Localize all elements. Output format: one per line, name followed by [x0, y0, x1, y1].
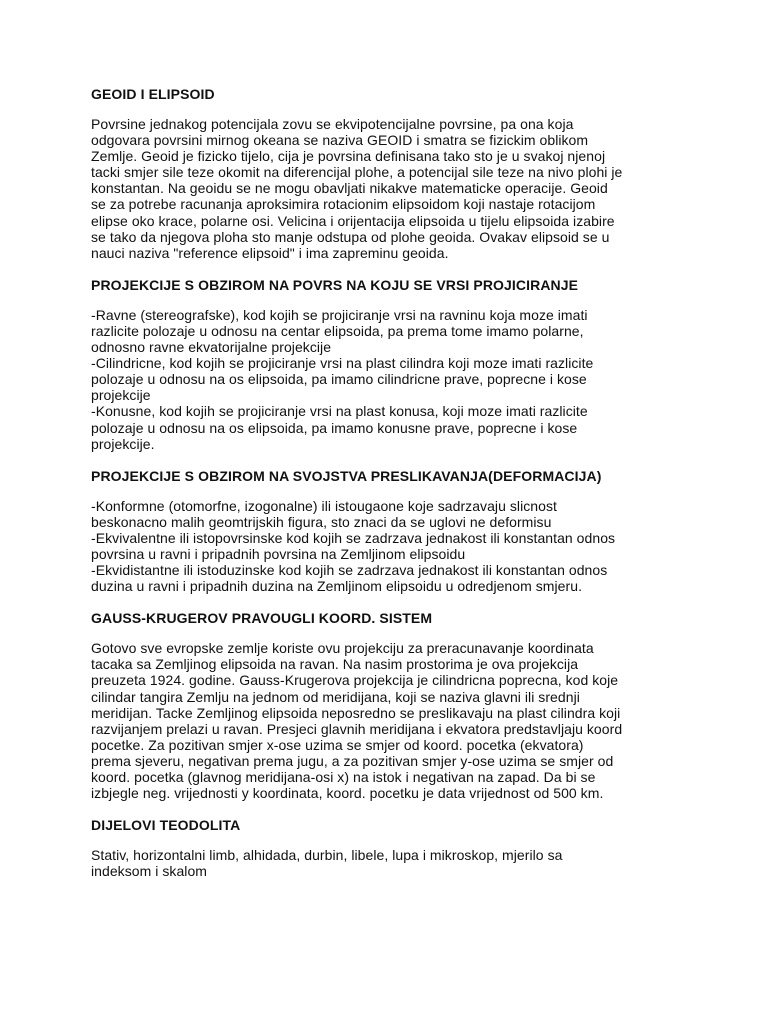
text-line: odgovara povrsini mirnog okeana se naziva GEOID i smatra se fizickim oblikom — [91, 132, 589, 149]
text-line: prema sjeveru, negativan prema jugu, a za pozitivan smjer y-ose uzima se smjer od — [91, 752, 614, 769]
text-line: cilindar tangira Zemlju na jednom od meridijana, koji se naziva glavni ili srednji — [91, 688, 580, 705]
text-line: projekcije. — [91, 435, 155, 452]
text-line: tacaka sa Zemljinog elipsoida na ravan. Na nasim prostorima je ova projekcija — [91, 656, 579, 673]
section-title: PROJEKCIJE S OBZIROM NA SVOJSTVA PRESLIKAVANJA(DEFORMACIJA) — [91, 467, 602, 484]
text-line: razvijanjem prelazi u ravan. Presjeci glavnih meridijana i ekvatora predstavljaju koord — [91, 720, 623, 737]
text-line: se za potrebe racunanja aproksimira rotacionim elipsoidom koji nastaje rotacijom — [91, 196, 596, 213]
text-line: -Ekvivalentne ili istopovrsinske kod kojih se zadrzava jednakost ili konstantan odnos — [91, 529, 616, 546]
text-line: duzina u ravni i pripadnih duzina na Zemljinom elipsoidu u odredjenom smjeru. — [91, 578, 583, 595]
text-line: povrsina u ravni i pripadnih povrsina na Zemljinom elipsoidu — [91, 545, 466, 562]
text-line: -Ekvidistantne ili istoduzinske kod kojih se zadrzava jednakost ili konstantan odnos — [91, 562, 608, 579]
text-line: -Konformne (otomorfne, izogonalne) ili istougaone koje sadrzavaju slicnost — [91, 497, 557, 514]
text-line: pocetke. Za pozitivan smjer x-ose uzima se smjer od koord. pocetka (ekvatora) — [91, 736, 584, 753]
text-line: koord. pocetka (glavnog meridijana-osi x) na istok i negativan na zapad. Da bi se — [91, 769, 596, 785]
text-line: projekcije — [91, 387, 151, 404]
text-line: -Cilindricne, kod kojih se projiciranje vrsi na plast cilindra koji moze imati razlicite — [91, 355, 594, 372]
text-line: polozaje u odnosu na os elipsoida, pa imamo konusne prave, poprecne i kose — [91, 419, 578, 436]
section-title: GEOID I ELIPSOID — [91, 86, 215, 102]
text-line: izbjegle neg. vrijednosti y koordinata, koord. pocetku je data vrijednost od 500 km. — [91, 785, 604, 802]
section-title: GAUSS-KRUGEROV PRAVOUGLI KOORD. SISTEM — [91, 610, 433, 627]
text-line: odnosno ravne ekvatorijalne projekcije — [91, 339, 332, 356]
section-projekcije-povrs — [91, 277, 681, 452]
text-line: -Ravne (stereografske), kod kojih se projiciranje vrsi na ravninu koja moze imati — [91, 306, 588, 323]
section-title: DIJELOVI TEODOLITA — [91, 817, 241, 834]
text-line: Zemlje. Geoid je fizicko tijelo, cija je povrsina definisana tako sto je u svakoj njenoj — [91, 148, 606, 165]
text-line: polozaje u odnosu na os elipsoida, pa imamo cilindricne prave, poprecne i kose — [91, 371, 587, 388]
section-projekcije-deformacija — [91, 468, 681, 595]
section-gauss-kruger — [91, 610, 681, 801]
text-line: Povrsine jednakog potencijala zovu se ekvipotencijalne povrsine, pa ona koja — [91, 116, 574, 132]
text-line: Gotovo sve evropske zemlje koriste ovu projekciju za preracunavanje koordinata — [91, 640, 594, 657]
section-geoid — [91, 86, 681, 261]
text-line: tacki smjer sile teze okomit na diferencijal plohe, a potencijal sile teze na nivo plohi je — [91, 164, 623, 181]
text-line: preuzeta 1924. godine. Gauss-Krugerova projekcija je cilindricna poprecna, kod koje — [91, 672, 619, 689]
text-line: beskonacno malih geomtrijskih figura, sto znaci da se uglovi ne deformisu — [91, 513, 552, 530]
section-teodolit — [91, 817, 681, 879]
text-line: elipse oko krace, polarne osi. Velicina i orijentacija elipsoida u tijelu elipsoida izabire — [91, 212, 615, 229]
text-line: se tako da njegova ploha sto manje odstupa od plohe geoida. Ovakav elipsoid se u — [91, 228, 610, 245]
text-line: razlicite polozaje u odnosu na centar elipsoida, pa prema tome imamo polarne, — [91, 322, 584, 339]
section-title: PROJEKCIJE S OBZIROM NA POVRS NA KOJU SE VRSI PROJICIRANJE — [91, 276, 579, 293]
text-line: konstantan. Na geoidu se ne mogu obavljati nikakve matematicke operacije. Geoid — [91, 180, 608, 197]
text-line: meridijan. Tacke Zemljinog elipsoida neposredno se preslikavaju na plast cilindra koji — [91, 704, 621, 721]
text-line: nauci naziva "reference elipsoid" i ima zapreminu geoida. — [91, 244, 449, 261]
text-line: Stativ, horizontalni limb, alhidada, durbin, libele, lupa i mikroskop, mjerilo sa — [91, 847, 563, 864]
text-line: -Konusne, kod kojih se projiciranje vrsi na plast konusa, koji moze imati razlicite — [91, 403, 588, 420]
document-page — [91, 86, 681, 879]
text-line: indeksom i skalom — [91, 863, 208, 880]
